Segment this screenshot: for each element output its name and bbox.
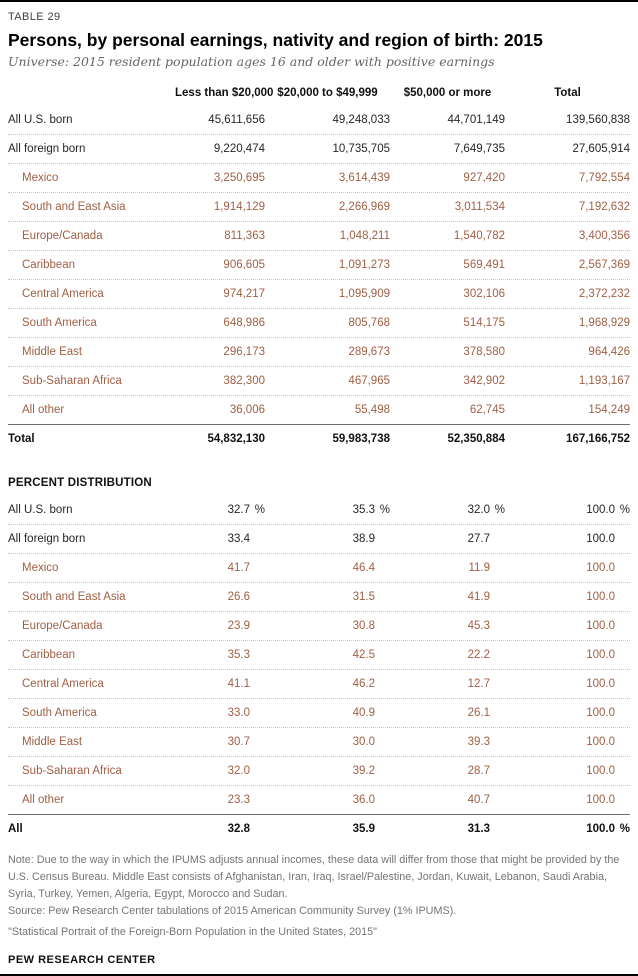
table-row [8,279,630,308]
value-cell: 55,498 [354,404,390,416]
value-cell: 28.7 [467,765,490,777]
value-cell: 44,701,149 [447,114,505,126]
value-cell: 35.9 [352,823,375,835]
value-cell: 12.7 [467,678,490,690]
value-cell: 167,166,752 [566,433,630,445]
citation-text: "Statistical Portrait of the Foreign-Born Population in the United States, 2015" [8,926,377,939]
value-cell: 39.2 [352,765,375,777]
table-row [8,785,630,814]
table-row [8,308,630,337]
row-label: Caribbean [22,259,76,271]
value-cell: 45.3 [467,620,490,632]
value-cell: 3,614,439 [338,172,390,184]
table-row [8,553,630,582]
value-cell: 41.1 [227,678,250,690]
value-cell: 569,491 [463,259,505,271]
note-text: Note: Due to the way in which the IPUMS adjusts annual incomes, these data will differ from those that might be provided by the U.S. Census Bureau. Middle East consists of Afghanistan, Iran, Iraq, Israel/Palestine, Jordan, Kuwait, Lebanon, Saudi Arabia, Syria, Turkey, Yemen, Algeria, Egypt, Morocco and Sudan. [8,854,620,901]
value-cell: 32.0 % [467,504,505,516]
value-cell: 927,420 [463,172,505,184]
value-cell: 7,192,632 [578,201,630,213]
value-cell: 382,300 [223,375,265,387]
value-cell: 100.0 [586,591,615,603]
value-cell: 46.2 [352,678,375,690]
value-cell: 805,768 [348,317,390,329]
table-row [8,582,630,611]
row-label: All foreign born [8,143,86,155]
value-cell: 26.6 [227,591,250,603]
table-row [8,698,630,727]
table-row [8,134,630,163]
value-cell: 378,580 [463,346,505,358]
value-cell: 10,735,705 [332,143,390,155]
table-row [8,424,630,453]
value-cell: 27.7 [467,533,490,545]
value-cell: 3,400,356 [578,230,630,242]
table-row [8,250,630,279]
value-cell: 100.0 [586,649,615,661]
table-row [8,611,630,640]
value-cell: 32.0 [227,765,250,777]
table-row [8,524,630,553]
value-cell: 1,914,129 [213,201,265,213]
percent-sign: % [376,504,390,516]
table-row [8,106,630,134]
value-cell: 9,220,474 [213,143,265,155]
value-cell: 2,372,232 [578,288,630,300]
footnotes [8,852,630,941]
value-cell: 54,832,130 [207,433,265,445]
percent-section-heading: PERCENT DISTRIBUTION [8,477,152,489]
row-label: Central America [22,678,104,690]
value-cell: 7,792,554 [578,172,630,184]
value-cell: 35.3 [227,649,250,661]
row-label: Sub-Saharan Africa [22,375,122,387]
column-header: Total [554,87,581,99]
table-row [8,727,630,756]
value-cell: 30.7 [227,736,250,748]
value-cell: 974,217 [223,288,265,300]
value-cell: 906,605 [223,259,265,271]
value-cell: 100.0 % [586,823,630,835]
table-row [8,493,630,524]
value-cell: 31.3 [467,823,490,835]
value-cell: 1,091,273 [338,259,390,271]
row-label: Middle East [22,736,83,748]
value-cell: 42.5 [352,649,375,661]
row-label: All U.S. born [8,114,73,126]
value-cell: 100.0 [586,620,615,632]
value-cell: 2,266,969 [338,201,390,213]
table-row [8,640,630,669]
value-cell: 52,350,884 [447,433,505,445]
value-cell: 30.8 [352,620,375,632]
value-cell: 964,426 [588,346,630,358]
value-cell: 1,968,929 [578,317,630,329]
row-label: South America [22,707,97,719]
row-label: Total [8,433,35,445]
value-cell: 648,986 [223,317,265,329]
table-row [8,669,630,698]
row-label: Caribbean [22,649,76,661]
value-cell: 2,567,369 [578,259,630,271]
value-cell: 1,193,167 [578,375,630,387]
value-cell: 100.0 [586,533,615,545]
value-cell: 342,902 [463,375,505,387]
footer-brand: PEW RESEARCH CENTER [8,954,156,967]
value-cell: 35.3 % [352,504,390,516]
table-row [8,163,630,192]
value-cell: 39.3 [467,736,490,748]
row-label: Europe/Canada [22,620,103,632]
value-cell: 40.7 [467,794,490,806]
value-cell: 38.9 [352,533,375,545]
table-row [8,814,630,843]
table-row [8,192,630,221]
value-cell: 11.9 [468,562,490,574]
table-row [8,221,630,250]
percent-sign: % [616,823,630,835]
value-cell: 59,983,738 [332,433,390,445]
row-label: Sub-Saharan Africa [22,765,122,777]
value-cell: 1,540,782 [453,230,505,242]
percent-table [8,493,630,843]
value-cell: 22.2 [467,649,490,661]
value-cell: 31.5 [352,591,375,603]
value-cell: 33.0 [227,707,250,719]
value-cell: 1,095,909 [338,288,390,300]
row-label: Middle East [22,346,83,358]
value-cell: 23.3 [227,794,250,806]
percent-sign: % [616,504,630,516]
value-cell: 36.0 [352,794,375,806]
table-row [8,395,630,424]
column-header-row [8,82,630,106]
value-cell: 23.9 [227,620,250,632]
row-label: Europe/Canada [22,230,103,242]
table-row [8,756,630,785]
value-cell: 27,605,914 [572,143,630,155]
percent-sign: % [491,504,505,516]
row-label: All U.S. born [8,504,73,516]
value-cell: 3,011,534 [454,201,505,213]
row-label: Central America [22,288,104,300]
value-cell: 33.4 [227,533,250,545]
value-cell: 49,248,033 [332,114,390,126]
value-cell: 302,106 [463,288,505,300]
column-header: Less than $20,000 [175,87,274,99]
value-cell: 7,649,735 [453,143,505,155]
row-label: All other [22,404,65,416]
value-cell: 100.0 [586,736,615,748]
row-label: South America [22,317,97,329]
percent-sign: % [251,504,265,516]
counts-table [8,82,630,453]
row-label: South and East Asia [22,591,126,603]
value-cell: 100.0 [586,678,615,690]
value-cell: 41.9 [467,591,490,603]
row-label: Mexico [22,562,59,574]
value-cell: 32.8 [227,823,250,835]
value-cell: 139,560,838 [566,114,630,126]
row-label: All other [22,794,65,806]
page-title: Persons, by personal earnings, nativity and region of birth: 2015 [8,30,543,50]
value-cell: 1,048,211 [339,230,390,242]
column-header: $50,000 or more [403,87,492,99]
table-row [8,337,630,366]
value-cell: 296,173 [223,346,265,358]
counts-rows [8,106,630,453]
value-cell: 62,745 [469,404,505,416]
row-label: All foreign born [8,533,86,545]
value-cell: 467,965 [348,375,390,387]
table-row [8,366,630,395]
value-cell: 40.9 [352,707,375,719]
source-text: Source: Pew Research Center tabulations of 2015 American Community Survey (1% IPUMS). [8,905,457,918]
value-cell: 100.0 [586,562,615,574]
value-cell: 154,249 [588,404,630,416]
value-cell: 45,611,656 [208,114,265,126]
value-cell: 811,363 [224,230,265,242]
value-cell: 100.0 % [586,504,630,516]
value-cell: 100.0 [586,794,615,806]
value-cell: 36,006 [229,404,265,416]
table-number-label: TABLE 29 [8,11,61,23]
row-label: South and East Asia [22,201,126,213]
value-cell: 46.4 [352,562,375,574]
value-cell: 100.0 [586,707,615,719]
column-header: $20,000 to $49,999 [277,87,378,99]
value-cell: 289,673 [348,346,390,358]
value-cell: 32.7 % [227,504,265,516]
value-cell: 3,250,695 [213,172,265,184]
row-label-header [8,86,175,100]
row-label: Mexico [22,172,59,184]
row-label: All [8,823,23,835]
value-cell: 30.0 [352,736,375,748]
value-cell: 26.1 [467,707,490,719]
value-cell: 41.7 [227,562,250,574]
value-cell: 100.0 [586,765,615,777]
value-cell: 514,175 [463,317,505,329]
universe-subtitle: Universe: 2015 resident population ages 16 and older with positive earnings [8,54,495,69]
